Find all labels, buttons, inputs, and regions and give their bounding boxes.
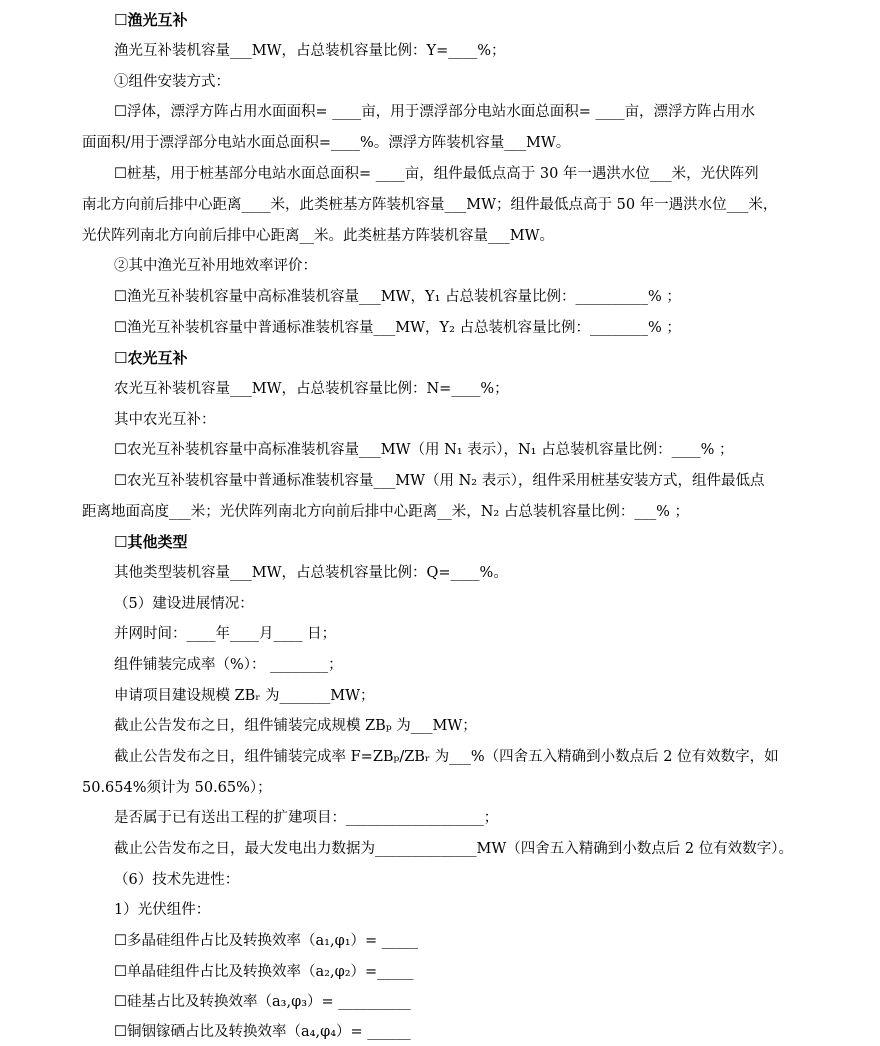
text-line: （6）技术先进性： bbox=[114, 872, 240, 888]
text-line: 截止公告发布之日，最大发电出力数据为______________MW（四舍五入精确到小数点后 2 位有效数字）。 bbox=[114, 841, 793, 857]
text-line: ☐多晶硅组件占比及转换效率（a₁,φ₁）= _____ bbox=[114, 933, 419, 949]
section-heading-other: ☐其他类型 bbox=[114, 533, 188, 551]
text-line: ☐铜铟镓硒占比及转换效率（a₄,φ₄）= ______ bbox=[114, 1024, 411, 1040]
section-heading-agri-pv: ☐农光互补 bbox=[114, 349, 188, 367]
text-line: ②其中渔光互补用地效率评价： bbox=[114, 258, 317, 274]
text-line: ☐浮体，漂浮方阵占用水面面积= ____亩，用于漂浮部分电站水面总面积= ____亩，漂浮方阵占用水 bbox=[114, 104, 756, 120]
text-line: （5）建设进展情况： bbox=[114, 596, 254, 612]
text-line: ☐农光互补装机容量中高标准装机容量___MW（用 N₁ 表示），N₁ 占总装机容量比例：____% ； bbox=[114, 442, 734, 458]
text-line: 1）光伏组件： bbox=[114, 902, 211, 918]
text-line: 其他类型装机容量___MW，占总装机容量比例：Q=____%。 bbox=[114, 565, 508, 581]
text-line: 光伏阵列南北方向前后排中心距离__米。此类桩基方阵装机容量___MW。 bbox=[82, 228, 554, 244]
text-line: 面面积/用于漂浮部分电站水面总面积=____%。漂浮方阵装机容量___MW。 bbox=[82, 135, 571, 151]
text-line: ☐农光互补装机容量中普通标准装机容量___MW（用 N₂ 表示），组件采用桩基安装方式，组件最低点 bbox=[114, 473, 765, 489]
text-line: ☐渔光互补装机容量中高标准装机容量___MW，Y₁ 占总装机容量比例：__________% ； bbox=[114, 289, 681, 305]
section-heading-fishery-pv: ☐渔光互补 bbox=[114, 11, 188, 29]
text-line: 距离地面高度___米；光伏阵列南北方向前后排中心距离__米，N₂ 占总装机容量比例：___% ； bbox=[82, 504, 689, 520]
text-line: 其中农光互补： bbox=[114, 412, 216, 428]
text-line: 截止公告发布之日，组件铺装完成规模 ZBₚ 为___MW； bbox=[114, 718, 477, 734]
text-line: 南北方向前后排中心距离____米，此类桩基方阵装机容量___MW；组件最低点高于 50 年一遇洪水位___米， bbox=[82, 197, 778, 213]
text-line: 截止公告发布之日，组件铺装完成率 F=ZBₚ/ZBᵣ 为___%（四舍五入精确到小数点后 2 位有效数字，如 bbox=[114, 749, 779, 765]
text-line: 并网时间：____年____月____ 日； bbox=[114, 626, 337, 642]
text-line: ☐桩基，用于桩基部分电站水面总面积= ____亩，组件最低点高于 30 年一遇洪水位___米，光伏阵列 bbox=[114, 166, 759, 182]
text-line: ☐单晶硅组件占比及转换效率（a₂,φ₂）=_____ bbox=[114, 964, 414, 980]
text-line: ①组件安装方式： bbox=[114, 74, 230, 90]
text-line: 组件铺装完成率（%）： ________； bbox=[114, 657, 343, 673]
text-line: ☐硅基占比及转换效率（a₃,φ₃）= __________ bbox=[114, 994, 411, 1010]
text-line: 渔光互补装机容量___MW，占总装机容量比例：Y=____%； bbox=[114, 43, 506, 59]
text-line: 申请项目建设规模 ZBᵣ 为_______MW； bbox=[114, 688, 375, 704]
text-line: 50.654%须计为 50.65%）； bbox=[82, 780, 272, 796]
text-line: 是否属于已有送出工程的扩建项目：___________________； bbox=[114, 810, 499, 826]
text-line: 农光互补装机容量___MW，占总装机容量比例：N=____%； bbox=[114, 381, 509, 397]
text-line: ☐渔光互补装机容量中普通标准装机容量___MW，Y₂ 占总装机容量比例：________% ； bbox=[114, 320, 681, 336]
